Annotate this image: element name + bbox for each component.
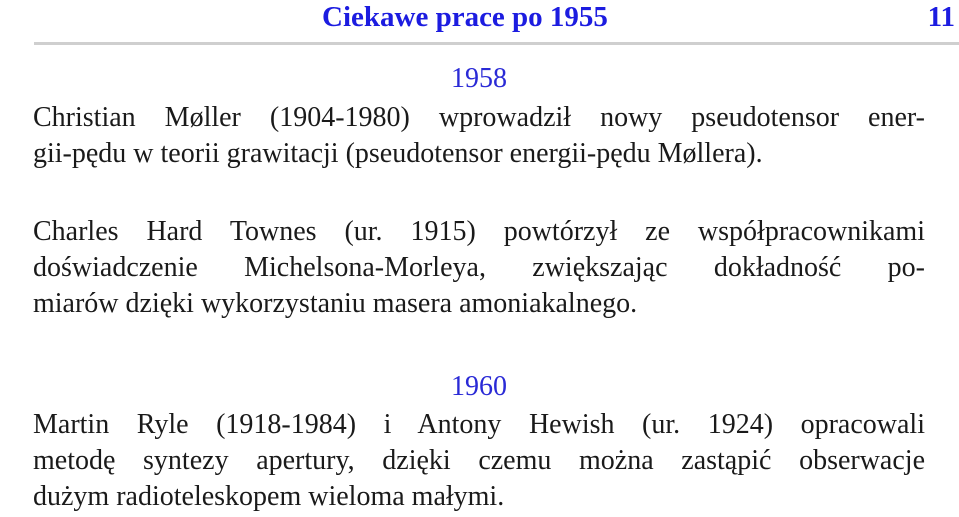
text-line: metodę syntezy apertury, dzięki czemu można zastąpić obserwacje xyxy=(33,445,925,476)
section-year-1960: 1960 xyxy=(451,371,507,402)
text-line: gii-pędu w teorii grawitacji (pseudotensor energii-pędu Møllera). xyxy=(33,138,763,169)
text-line: Charles Hard Townes (ur. 1915) powtórzył ze współpracownikami xyxy=(33,216,925,247)
text-line: Martin Ryle (1918-1984) i Antony Hewish (ur. 1924) opracowali xyxy=(33,409,925,440)
paragraph-moller xyxy=(33,100,925,172)
paragraph-townes xyxy=(33,214,925,322)
section-year-1958: 1958 xyxy=(451,63,507,94)
header-title: Ciekawe prace po 1955 xyxy=(322,1,608,33)
page-number: 11 xyxy=(927,1,955,33)
page-header xyxy=(0,0,959,42)
header-rule xyxy=(34,42,959,45)
text-line: doświadczenie Michelsona-Morleya, zwiększając dokładność po- xyxy=(33,252,925,283)
text-line: miarów dzięki wykorzystaniu masera amoniakalnego. xyxy=(33,288,638,319)
paragraph-ryle-hewish xyxy=(33,407,925,515)
text-line: dużym radioteleskopem wieloma małymi. xyxy=(33,481,505,512)
text-line: Christian Møller (1904-1980) wprowadził nowy pseudotensor ener- xyxy=(33,102,925,133)
